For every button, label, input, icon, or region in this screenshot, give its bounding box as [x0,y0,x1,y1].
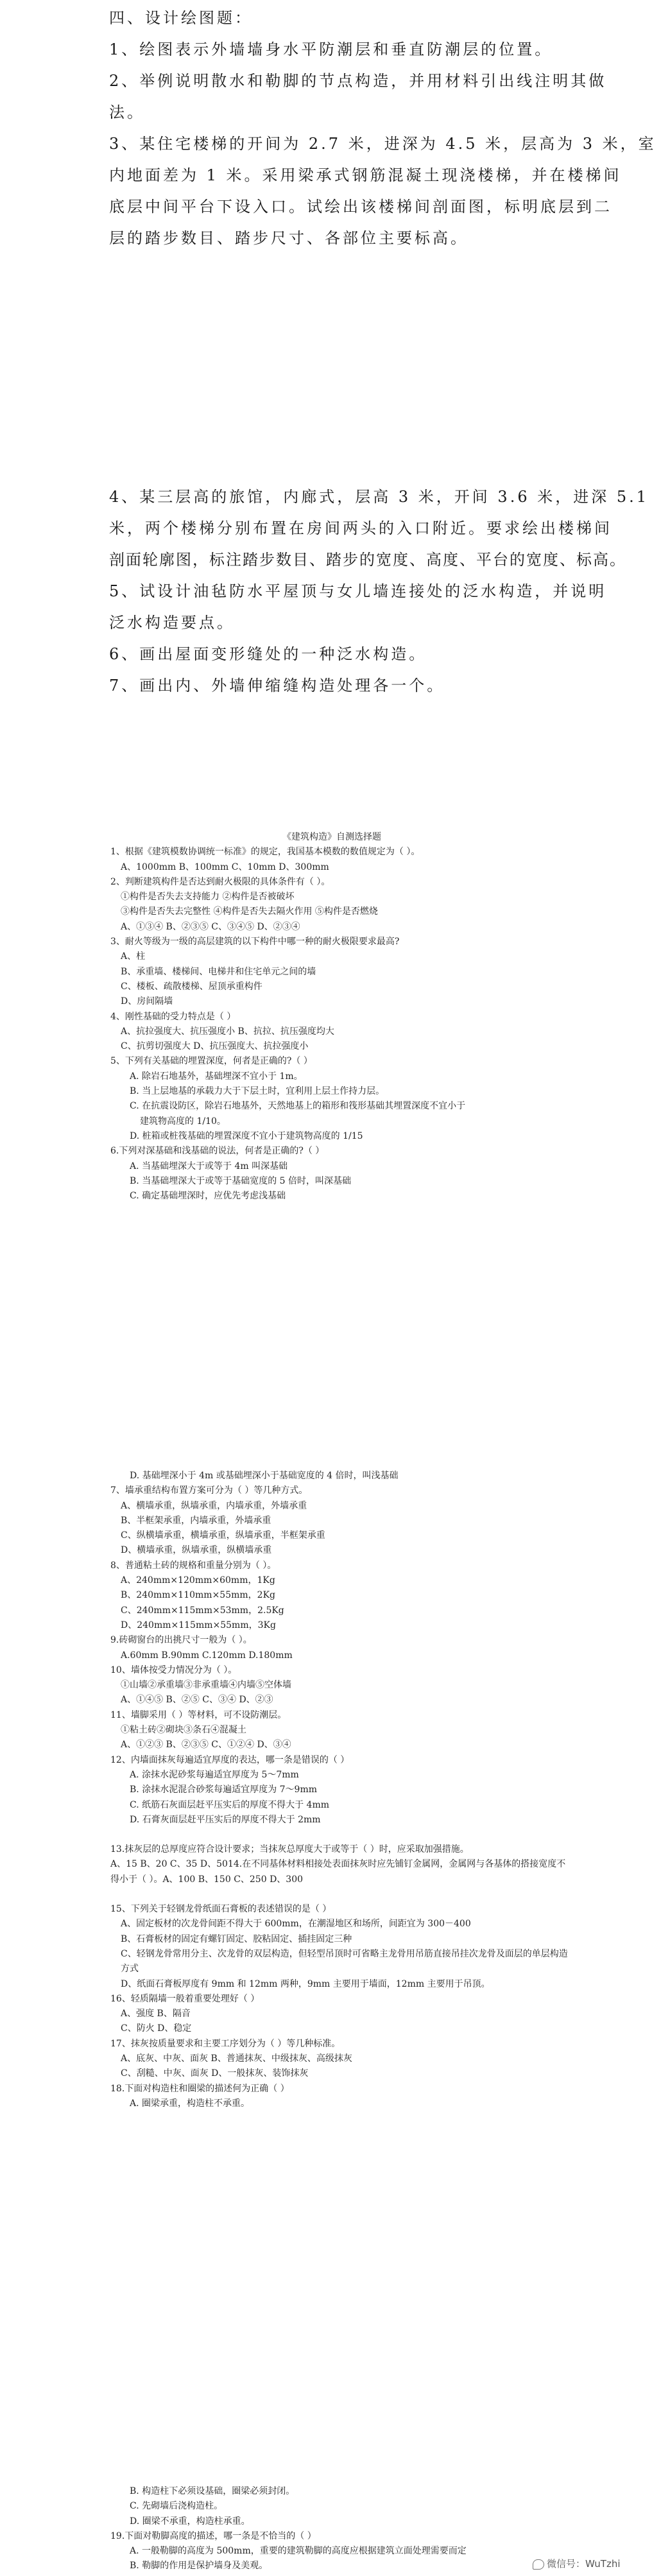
design-line: 1、绘图表示外墙墙身水平防潮层和垂直防潮层的位置。 [109,40,553,58]
quiz-line: B. 勒脚的作用是保护墙身及美观。 [130,2561,268,2572]
quiz-line: 18.下面对构造柱和圈梁的描述何为正确（ ） [110,2083,289,2094]
quiz-line: B、石膏板材的固定有螺钉固定、胶粘固定、插挂固定三种 [121,1933,352,1944]
quiz-line: C. 先砌墙后浇构造柱。 [130,2501,223,2512]
quiz-line: B. 构造柱下必须设基础，圈梁必须封闭。 [130,2486,295,2496]
quiz-line: A、15 B、20 C、35 D、5014.在不同基体材料相接处表面抹灰时应先铺钉金属网，金属网与各基体的搭接宽度不得小于（ ）。A、100 B、150 C、250 D、300 [110,1859,566,1885]
quiz-block-1 [110,830,572,1204]
design-line: 层的踏步数目、踏步尺寸、各部位主要标高。 [109,229,468,247]
quiz-line: A、底灰、中灰、面灰 B、普通抹灰、中级抹灰、高级抹灰 [121,2053,352,2064]
quiz-line: B、半框架承重，内墙承重，外墙承重 [121,1515,271,1526]
design-section [109,0,657,254]
quiz-line: B. 当基础埋深大于或等于基础宽度的 5 倍时，叫深基础 [130,1175,351,1186]
quiz-line: 9.砖砌窗台的出挑尺寸一般为（ ）。 [110,1635,252,1646]
quiz-line: 3、耐火等级为一级的高层建筑的以下构件中哪一种的耐火极限要求最高? [110,937,400,947]
quiz-line: 16、轻质隔墙一般着重要处理好（ ） [110,1993,260,2004]
quiz-line: D. 圈梁不承重，构造柱承重。 [130,2516,250,2527]
quiz-line: 6.下列对深基础和浅基础的说法，何者是正确的?（ ） [110,1146,325,1157]
quiz-line: A、①③④ B、②③⑤ C、③④⑤ D、②③④ [121,921,300,932]
quiz-line: C、刮糙、中灰、面灰 D、一般抹灰、装饰抹灰 [121,2068,309,2079]
quiz-line: C、楼板、疏散楼梯、屋顶承重构件 [121,981,262,992]
quiz-line: 5、下列有关基础的埋置深度，何者是正确的?（ ） [110,1056,313,1067]
quiz-line: D、纸面石膏板厚度有 9mm 和 12mm 两种，9mm 主要用于墙面，12mm 主要用于吊顶。 [121,1978,490,1989]
quiz-line: B. 涂抹水泥混合砂浆每遍适宜厚度为 7～9mm [130,1785,318,1795]
quiz-line: C、防火 D、稳定 [121,2023,192,2034]
quiz-line: 1、根据《建筑模数协调统一标准》的规定，我国基本模数的数值规定为（ ）。 [110,847,420,858]
design-section-2 [109,481,649,702]
quiz-line: 11、墙脚采用（ ）等材料，可不设防潮层。 [110,1709,287,1720]
watermark-text: 微信号：WuTzhi [547,2558,621,2570]
quiz-line: 15、下列关于轻钢龙骨纸面石膏板的表述错误的是（ ） [110,1904,332,1915]
quiz-line: 17、抹灰按质量要求和主要工序划分为（ ）等几种标准。 [110,2038,341,2049]
quiz-block-3 [110,2484,572,2574]
quiz-line: D. 石膏灰面层赶平压实后的厚度不得大于 2mm [130,1814,321,1825]
quiz-line: D、房间隔墙 [121,996,173,1007]
quiz-line: ③构件是否失去完整性 ④构件是否失去隔火作用 ⑤构件是否燃烧 [121,906,378,917]
quiz-line: 7、墙承重结构布置方案可分为（ ）等几种方式。 [110,1485,308,1496]
quiz-line: A、①④⑤ B、②⑤ C、③④ D、②③ [121,1695,273,1706]
design-line: 5、试设计油毡防水平屋顶与女儿墙连接处的泛水构造，并说明 [109,582,607,600]
design-line: 4、某三层高的旅馆，内廊式，层高 3 米，开间 3.6 米，进深 5.1 [109,488,649,506]
quiz-line: A、强度 B、隔音 [121,2009,191,2019]
quiz-line: A. 涂抹水泥砂浆每遍适宜厚度为 5～7mm [130,1769,299,1780]
quiz-line: C、抗剪切强度大 D、抗压强度大、抗拉强度小 [121,1041,309,1052]
quiz-line: ①山墙②承重墙③非承重墙④内墙⑤空体墙 [121,1680,291,1691]
quiz-line: C. 确定基础埋深时，应优先考虑浅基础 [130,1191,286,1202]
design-line: 7、画出内、外墙伸缩缝构造处理各一个。 [109,677,445,695]
design-line: 内地面差为 1 米。采用梁承式钢筋混凝土现浇楼梯，并在楼梯间 [109,166,622,184]
design-line: 2、举例说明散水和勒脚的节点构造，并用材料引出线注明其做 [109,72,607,90]
quiz-line: D、240mm×115mm×55mm，3Kg [121,1620,276,1630]
quiz-line: ①构件是否失去支持能力 ②构件是否被破坏 [121,892,295,903]
section-heading: 四、设计绘图题： [109,9,253,27]
quiz-line: C、轻钢龙骨常用分主、次龙骨的双层构造，但轻型吊顶时可省略主龙骨用吊筋直接吊挂次龙骨及面层的单层构造方式 [121,1948,568,1975]
quiz-line [110,1887,572,1902]
design-line: 3、某住宅楼梯的开间为 2.7 米，进深为 4.5 米，层高为 3 米，室 [109,135,657,153]
quiz-line: 8、普通粘土砖的规格和重量分别为（ ）。 [110,1560,277,1571]
quiz-line: 19.下面对勒脚高度的描述，哪一条是不恰当的（ ） [110,2530,316,2541]
quiz-line: 10、墙体按受力情况分为（ ）。 [110,1664,237,1675]
quiz-line: A、固定板材的次龙骨间距不得大于 600mm，在潮湿地区和场所，间距宜为 300－400 [121,1919,471,1930]
quiz-line: D. 基础埋深小于 4m 或基础埋深小于基础宽度的 4 倍时，叫浅基础 [130,1471,399,1481]
quiz-line: ①粘土砖②砌块③条石④混凝土 [121,1725,246,1736]
quiz-line: C、纵横墙承重，横墙承重，纵墙承重，半框架承重 [121,1530,325,1541]
quiz-line [110,1828,572,1842]
quiz-line: A. 除岩石地基外，基础埋深不宜小于 1m。 [130,1071,303,1082]
quiz-line: A.60mm B.90mm C.120mm D.180mm [121,1650,293,1661]
quiz-line: A、240mm×120mm×60mm，1Kg [121,1575,275,1586]
quiz-line: D、横墙承重，纵墙承重，纵横墙承重 [121,1545,272,1556]
quiz-block-2 [110,1469,572,2111]
design-line: 泛水构造要点。 [109,614,235,632]
quiz-line: A、抗拉强度大、抗压强度小 B、抗拉、抗压强度均大 [121,1026,334,1037]
quiz-line: B. 当上层地基的承载力大于下层土时，宜利用上层土作持力层。 [130,1086,385,1097]
quiz-line: C. 在抗震设防区，除岩石地基外，天然地基上的箱形和筏形基础其埋置深度不宜小于 [130,1101,466,1112]
quiz-line: B、240mm×110mm×55mm，2Kg [121,1590,275,1601]
quiz-line: 2、判断建筑构件是否达到耐火极限的具体条件有（ ）。 [110,876,330,887]
design-line: 剖面轮廓图，标注踏步数目、踏步的宽度、高度、平台的宽度、标高。 [109,551,626,569]
quiz-line: 建筑物高度的 1/10。 [140,1116,226,1127]
quiz-line: A. 当基础埋深大于或等于 4m 叫深基础 [130,1161,288,1171]
watermark [533,2557,621,2570]
quiz-line: C. 纸筋石灰面层赶平压实后的厚度不得大于 4mm [130,1799,330,1810]
quiz-line: 13.抹灰层的总厚度应符合设计要求；当抹灰总厚度大于或等于（ ）时，应采取加强措施。 [110,1844,469,1855]
design-line: 米，两个楼梯分别布置在房间两头的入口附近。要求绘出楼梯间 [109,519,612,537]
design-line: 底层中间平台下设入口。试绘出该楼梯间剖面图，标明底层到二 [109,198,612,216]
quiz-line: A. 圈梁承重，构造柱不承重。 [130,2098,250,2109]
design-line: 6、画出屋面变形缝处的一种泛水构造。 [109,645,427,663]
quiz-line: 12、内墙面抹灰每遍适宜厚度的表达，哪一条是错误的（ ） [110,1754,350,1765]
quiz-title: 《建筑构造》自测选择题 [282,832,381,842]
wechat-icon [533,2559,544,2570]
quiz-line: A、横墙承重，纵墙承重，内墙承重，外墙承重 [121,1500,307,1511]
quiz-line: D. 桩箱或桩筏基础的埋置深度不宜小于建筑物高度的 1/15 [130,1130,363,1141]
quiz-line: A、1000mm B、100mm C、10mm D、300mm [121,861,329,872]
quiz-line: A、柱 [121,951,146,962]
quiz-line: A. 一般勒脚的高度为 500mm，重要的建筑勒脚的高度应根据建筑立面处理需要而定 [130,2546,467,2557]
quiz-line: B、承重墙、楼梯间、电梯井和住宅单元之间的墙 [121,966,316,977]
design-line: 法。 [109,103,145,121]
quiz-line: A、①②③ B、②③⑤ C、①②④ D、③④ [121,1740,291,1750]
quiz-line: 4、刚性基础的受力特点是（ ） [110,1011,236,1022]
quiz-line: C、240mm×115mm×53mm，2.5Kg [121,1605,284,1616]
